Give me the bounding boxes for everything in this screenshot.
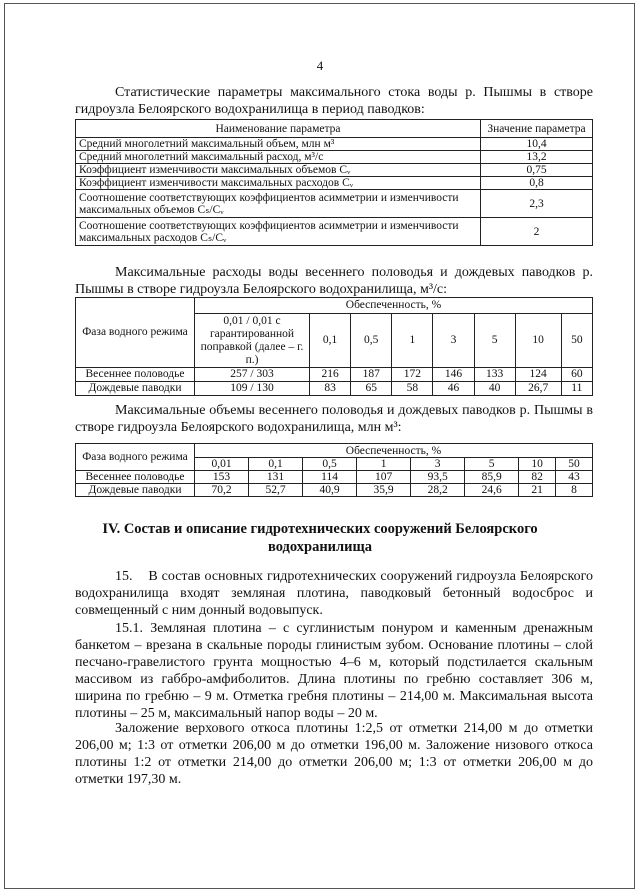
prob-col: 50 — [561, 314, 592, 368]
param-name: Средний многолетний максимальный расход, м³/с — [76, 151, 481, 164]
stat-params-table — [75, 119, 593, 246]
prob-col: 0,5 — [351, 314, 392, 368]
cell: 60 — [561, 368, 592, 382]
phase-header: Фаза водного режима — [76, 298, 195, 368]
row-label: Весеннее половодье — [76, 471, 195, 484]
cell: 131 — [249, 471, 303, 484]
prob-col: 10 — [519, 458, 556, 471]
section-heading: IV. Состав и описание гидротехнических сооружений Белоярского водохранилища — [102, 521, 538, 555]
cell: 40 — [474, 382, 515, 396]
table-row — [76, 471, 593, 484]
page-number: 4 — [316, 58, 324, 73]
prob-col: 10 — [515, 314, 561, 368]
phase-header: Фаза водного режима — [76, 444, 195, 471]
paragraph-15: 15. В состав основных гидротехнических сооружений гидроузла Белоярского водохранилища входят земляная плотина, паводковый бетонный водосброс и совмещенный с ним донный водовыпуск. — [75, 569, 593, 618]
table-row — [76, 151, 593, 164]
paragraph-slopes: Заложение верхового откоса плотины 1:2,5 от отметки 214,00 м до отметки 206,00 м; 1:3 от отметки 206,00 м до отметки 196,00 м. Заложение низового откоса плотины 1:2 от отметки 214,00 до отметки 206,00 м; 1:3 от отметки 206,00 м до отметки 197,30 м. — [75, 721, 593, 787]
cell: 43 — [556, 471, 593, 484]
param-name: Коэффициент изменчивости максимальных объемов Cᵥ — [76, 164, 481, 177]
table-row — [76, 164, 593, 177]
row-label: Дождевые паводки — [76, 382, 195, 396]
param-name: Средний многолетний максимальный объем, млн м³ — [76, 138, 481, 151]
cell: 107 — [357, 471, 411, 484]
cell: 26,7 — [515, 382, 561, 396]
col-header-value: Значение параметра — [481, 120, 593, 138]
param-name: Соотношение соответствующих коэффициентов асимметрии и изменчивости максимальных расходов Cₛ/Cᵥ — [76, 218, 481, 246]
prob-col: 3 — [433, 314, 474, 368]
paragraph-15-1: 15.1. Земляная плотина – с суглинистым понуром и каменным дренажным банкетом – врезана в скальные породы глинистым зубом. Основание плотины – слой песчано-гравелистого грунта мощностью 4–6 м, который подстилается скальным массивом из габбро-амфиболитов. Длина плотины по гребню составляет 306 м, ширина по гребню – 9 м. Отметка гребня плотины – 214,00 м. Максимальная высота плотины – 25 м, максимальный напор воды – 20 м. — [75, 621, 593, 721]
table-row — [76, 138, 593, 151]
cell: 153 — [195, 471, 249, 484]
row-label: Весеннее половодье — [76, 368, 195, 382]
table-row — [76, 382, 593, 396]
table-row — [76, 190, 593, 218]
param-value: 2,3 — [481, 190, 593, 218]
cell: 11 — [561, 382, 592, 396]
param-name: Соотношение соответствующих коэффициентов асимметрии и изменчивости максимальных объемов Cₛ/Cᵥ — [76, 190, 481, 218]
cell: 70,2 — [195, 484, 249, 497]
cell: 257 / 303 — [195, 368, 310, 382]
prob-col: 0,01 / 0,01 с гарантированной поправкой (далее – г. п.) — [195, 314, 310, 368]
cell: 21 — [519, 484, 556, 497]
cell: 52,7 — [249, 484, 303, 497]
cell: 85,9 — [465, 471, 519, 484]
intro-paragraph-1: Статистические параметры максимального стока воды р. Пышмы в створе гидроузла Белоярского водохранилища в период паводков: — [75, 85, 593, 117]
cell: 83 — [310, 382, 351, 396]
cell: 40,9 — [303, 484, 357, 497]
param-name: Коэффициент изменчивости максимальных расходов Cᵥ — [76, 177, 481, 190]
cell: 93,5 — [411, 471, 465, 484]
cell: 172 — [392, 368, 433, 382]
intro-paragraph-2: Максимальные расходы воды весеннего половодья и дождевых паводков р. Пышмы в створе гидроузла Белоярского водохранилища, м³/с: — [75, 265, 593, 297]
cell: 146 — [433, 368, 474, 382]
table-row — [76, 177, 593, 190]
table-row — [76, 368, 593, 382]
cell: 58 — [392, 382, 433, 396]
prob-col: 50 — [556, 458, 593, 471]
intro-paragraph-3: Максимальные объемы весеннего половодья и дождевых паводков р. Пышмы в створе гидроузла Белоярского водохранилища, млн м³: — [75, 403, 593, 435]
prob-col: 0,01 — [195, 458, 249, 471]
param-value: 13,2 — [481, 151, 593, 164]
cell: 124 — [515, 368, 561, 382]
cell: 8 — [556, 484, 593, 497]
row-label: Дождевые паводки — [76, 484, 195, 497]
table-row — [76, 484, 593, 497]
cell: 46 — [433, 382, 474, 396]
cell: 35,9 — [357, 484, 411, 497]
prob-col: 1 — [392, 314, 433, 368]
cell: 65 — [351, 382, 392, 396]
prob-col: 0,5 — [303, 458, 357, 471]
prob-col: 0,1 — [310, 314, 351, 368]
param-value: 10,4 — [481, 138, 593, 151]
cell: 82 — [519, 471, 556, 484]
cell: 187 — [351, 368, 392, 382]
cell: 28,2 — [411, 484, 465, 497]
cell: 24,6 — [465, 484, 519, 497]
cell: 133 — [474, 368, 515, 382]
param-value: 2 — [481, 218, 593, 246]
cell: 216 — [310, 368, 351, 382]
prob-col: 1 — [357, 458, 411, 471]
param-value: 0,75 — [481, 164, 593, 177]
prob-col: 0,1 — [249, 458, 303, 471]
prob-col: 5 — [474, 314, 515, 368]
max-discharge-table — [75, 297, 593, 396]
probability-header: Обеспеченность, % — [195, 444, 593, 458]
max-volume-table — [75, 443, 593, 497]
probability-header: Обеспеченность, % — [195, 298, 593, 314]
cell: 109 / 130 — [195, 382, 310, 396]
param-value: 0,8 — [481, 177, 593, 190]
cell: 114 — [303, 471, 357, 484]
col-header-param: Наименование параметра — [76, 120, 481, 138]
prob-col: 5 — [465, 458, 519, 471]
prob-col: 3 — [411, 458, 465, 471]
table-row — [76, 218, 593, 246]
